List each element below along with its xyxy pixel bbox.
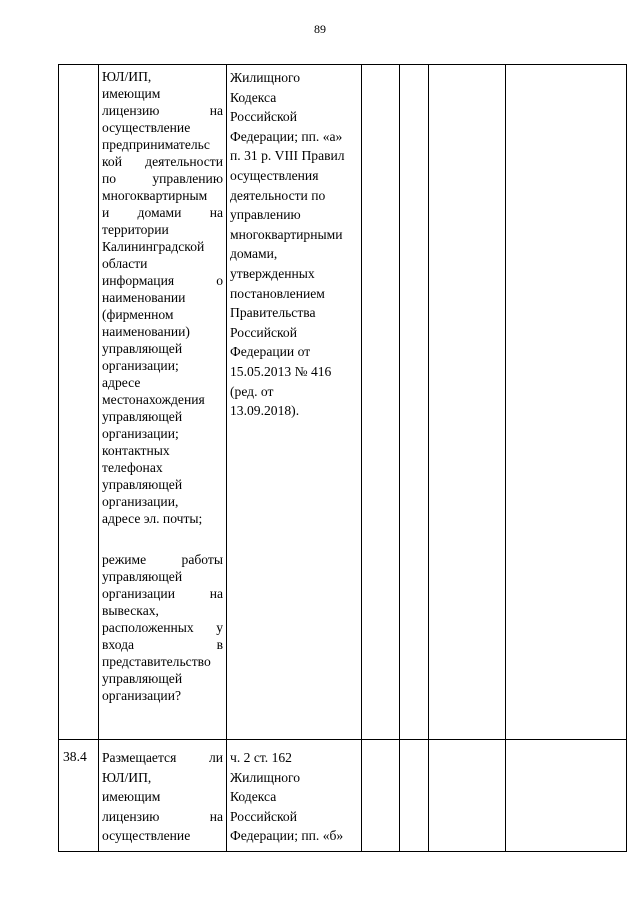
text-line: [102, 153, 223, 170]
word: управлению: [152, 171, 223, 186]
text-line: управлению: [230, 207, 301, 223]
text-line: наименовании: [102, 290, 186, 305]
text-line: Кодекса: [230, 89, 277, 105]
text-line: [102, 585, 223, 602]
column-border: [226, 64, 227, 852]
text-line: [102, 807, 223, 827]
text-line: домами,: [230, 246, 278, 262]
text-line: управляющей: [102, 569, 183, 584]
text-line: Российской: [230, 109, 297, 125]
text-line: [102, 619, 223, 636]
question-text: [102, 68, 223, 527]
question-text: [102, 748, 223, 846]
word: работы: [181, 552, 223, 567]
text-line: управляющей: [102, 341, 183, 356]
word: по: [102, 171, 117, 186]
text-line: [102, 102, 223, 119]
text-line: [102, 170, 223, 187]
text-line: имеющим: [102, 789, 161, 805]
column-border: [399, 64, 400, 852]
text-line: местонахождения: [102, 392, 205, 407]
row-number: 38.4: [63, 749, 87, 764]
legal-basis-text: [230, 68, 345, 421]
word: режиме: [102, 552, 147, 567]
text-line: предпринимательс: [102, 137, 210, 152]
text-line: управляющей: [102, 409, 183, 424]
text-line: деятельности по: [230, 187, 326, 203]
table-bottom-border: [58, 851, 627, 852]
word: домами: [137, 205, 182, 220]
word: ли: [208, 750, 223, 765]
text-line: Федерации; пп. «а»: [230, 128, 343, 144]
page-number: 89: [314, 22, 326, 36]
text-line: имеющим: [102, 86, 161, 101]
text-line: Федерации от: [230, 344, 311, 360]
column-border: [505, 64, 506, 852]
text-line: территории: [102, 222, 169, 237]
text-line: [102, 204, 223, 221]
text-line: [102, 636, 223, 653]
text-line: [102, 272, 223, 289]
text-line: наименовании): [102, 324, 190, 339]
word: и: [102, 205, 110, 220]
text-line: осуществление: [102, 828, 191, 844]
table-top-border: [58, 64, 627, 65]
text-line: Жилищного: [230, 769, 301, 785]
word: на: [209, 103, 223, 118]
column-border: [361, 64, 362, 852]
word: о: [216, 273, 223, 288]
text-line: п. 31 р. VIII Правил: [230, 148, 345, 164]
text-line: контактных: [102, 443, 170, 458]
text-line: телефонах: [102, 460, 163, 475]
word: лицензию: [102, 103, 160, 118]
text-line: утвержденных: [230, 265, 315, 281]
text-line: (фирменном: [102, 307, 174, 322]
text-line: осуществление: [102, 120, 191, 135]
text-line: Кодекса: [230, 789, 277, 805]
column-border: [626, 64, 627, 852]
text-line: 15.05.2013 № 416: [230, 363, 332, 379]
word: у: [216, 620, 223, 635]
text-line: адресе эл. почты;: [102, 511, 203, 526]
word: на: [209, 205, 223, 220]
text-line: осуществления: [230, 167, 319, 183]
text-line: (ред. от: [230, 383, 274, 399]
text-line: вывесках,: [102, 603, 159, 618]
word: Размещается: [102, 750, 177, 765]
text-line: организации;: [102, 426, 179, 441]
text-line: Жилищного: [230, 70, 301, 85]
word: расположенных: [102, 620, 194, 635]
legal-basis-text: [230, 748, 343, 846]
text-line: организации?: [102, 688, 182, 703]
text-line: адресе: [102, 375, 141, 390]
text-line: Калининградской: [102, 239, 205, 254]
text-line: Российской: [230, 808, 297, 824]
text-line: многоквартирными: [230, 226, 343, 242]
word: кой: [102, 154, 122, 169]
column-border: [98, 64, 99, 852]
text-line: 13.09.2018).: [230, 403, 300, 419]
text-line: представительство: [102, 654, 211, 669]
text-line: области: [102, 256, 148, 271]
word: деятельности: [145, 154, 223, 169]
column-border: [428, 64, 429, 852]
text-line: ЮЛ/ИП,: [102, 769, 152, 785]
word: на: [209, 808, 223, 824]
word: информация: [102, 273, 175, 288]
text-line: ч. 2 ст. 162: [230, 750, 292, 765]
text-line: многоквартирным: [102, 188, 208, 203]
word: в: [216, 637, 223, 652]
text-line: Федерации; пп. «б»: [230, 828, 344, 844]
text-line: управляющей: [102, 477, 183, 492]
word: входа: [102, 637, 135, 652]
text-line: ЮЛ/ИП,: [102, 69, 152, 84]
text-line: организации;: [102, 358, 179, 373]
text-line: Российской: [230, 324, 297, 340]
text-line: Правительства: [230, 305, 316, 321]
word: на: [209, 586, 223, 601]
text-line: постановлением: [230, 285, 325, 301]
column-border: [58, 64, 59, 852]
text-line: [102, 748, 223, 768]
text-line: организации,: [102, 494, 179, 509]
text-line: управляющей: [102, 671, 183, 686]
row-separator: [58, 739, 627, 740]
question-text-continued: [102, 551, 223, 704]
word: организации: [102, 586, 175, 601]
word: лицензию: [102, 808, 160, 824]
text-line: [102, 551, 223, 568]
